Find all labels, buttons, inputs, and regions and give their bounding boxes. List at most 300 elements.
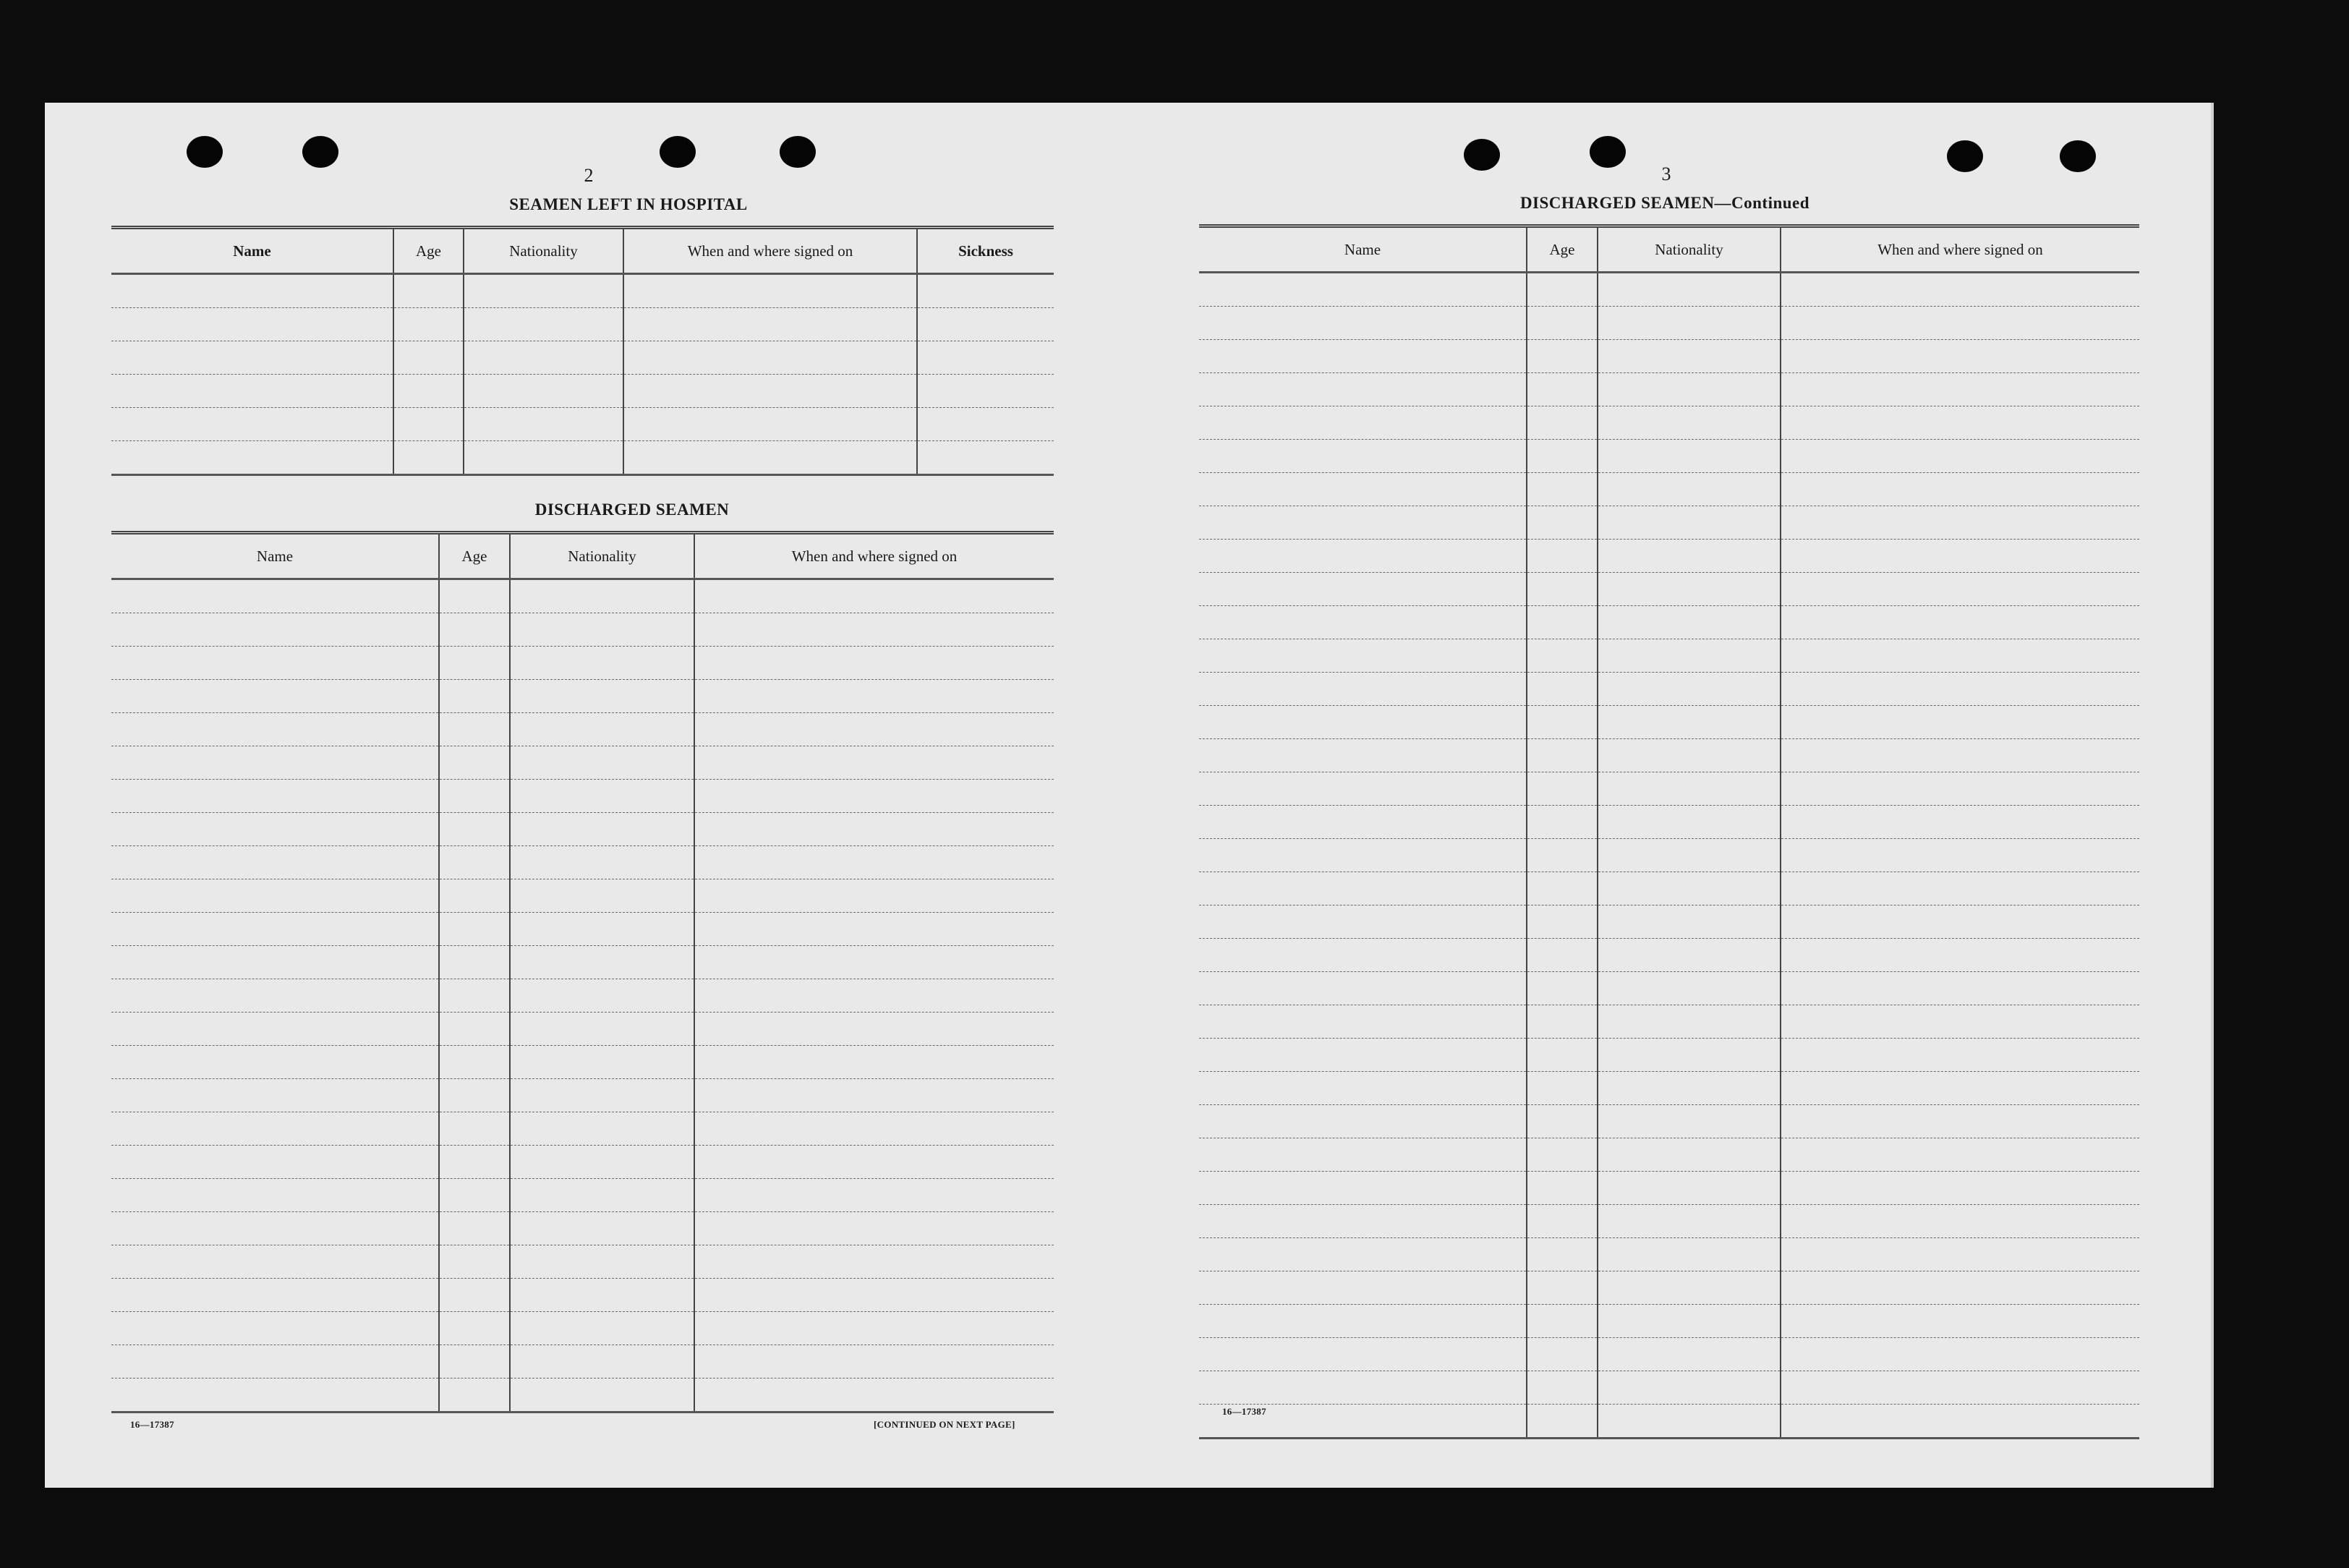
table-cell[interactable] (1527, 639, 1598, 673)
table-cell[interactable] (111, 408, 393, 441)
table-cell[interactable] (1199, 872, 1527, 906)
table-cell[interactable] (393, 408, 464, 441)
table-cell[interactable] (694, 1046, 1054, 1079)
table-row (1199, 1271, 2139, 1305)
table-row (1199, 1305, 2139, 1338)
table-cell[interactable] (623, 341, 917, 375)
table-cell[interactable] (1199, 540, 1527, 573)
table-cell[interactable] (464, 441, 623, 475)
table-cell[interactable] (1598, 673, 1781, 706)
table-cell[interactable] (1781, 406, 2139, 440)
table-cell[interactable] (464, 375, 623, 408)
table-cell[interactable] (694, 1245, 1054, 1279)
column-header-name: Name (111, 228, 393, 274)
table-cell[interactable] (623, 408, 917, 441)
table-cell[interactable] (1781, 1039, 2139, 1072)
table-cell[interactable] (1781, 872, 2139, 906)
table-cell[interactable] (1781, 972, 2139, 1005)
table-cell[interactable] (1598, 473, 1781, 506)
table-cell[interactable] (510, 613, 694, 647)
table-cell[interactable] (1781, 1005, 2139, 1039)
table-row (111, 1345, 1054, 1379)
table-cell[interactable] (1199, 906, 1527, 939)
table-cell[interactable] (694, 1179, 1054, 1212)
table-cell[interactable] (1199, 1072, 1527, 1105)
table-cell[interactable] (694, 746, 1054, 780)
table-cell[interactable] (1781, 540, 2139, 573)
table-row (111, 1245, 1054, 1279)
table-row (111, 946, 1054, 979)
table-cell[interactable] (1781, 906, 2139, 939)
table-cell[interactable] (439, 647, 510, 680)
table-row (1199, 806, 2139, 839)
table-cell[interactable] (1199, 1305, 1527, 1338)
table-cell[interactable] (439, 1212, 510, 1245)
table-cell[interactable] (510, 1312, 694, 1345)
discharged-table-header (111, 533, 1054, 579)
table-cell[interactable] (510, 846, 694, 879)
column-header-name: Name (111, 533, 439, 579)
table-cell[interactable] (694, 780, 1054, 813)
table-cell[interactable] (111, 913, 439, 946)
table-cell[interactable] (694, 1146, 1054, 1179)
table-cell[interactable] (111, 946, 439, 979)
table-cell[interactable] (694, 846, 1054, 879)
table-cell[interactable] (439, 1345, 510, 1379)
table-cell[interactable] (1527, 1072, 1598, 1105)
table-cell[interactable] (1598, 972, 1781, 1005)
table-cell[interactable] (1598, 639, 1781, 673)
table-cell[interactable] (1781, 839, 2139, 872)
table-cell[interactable] (1781, 440, 2139, 473)
table-cell[interactable] (623, 375, 917, 408)
table-row (1199, 1172, 2139, 1205)
table-cell[interactable] (694, 946, 1054, 979)
table-cell[interactable] (1598, 872, 1781, 906)
table-cell[interactable] (1598, 373, 1781, 406)
table-cell[interactable] (1199, 440, 1527, 473)
table-cell[interactable] (439, 613, 510, 647)
table-cell[interactable] (111, 813, 439, 846)
table-cell[interactable] (439, 579, 510, 613)
table-cell[interactable] (1199, 939, 1527, 972)
table-cell[interactable] (1199, 772, 1527, 806)
table-cell[interactable] (1598, 506, 1781, 540)
column-header-age: Age (393, 228, 464, 274)
table-row (1199, 307, 2139, 340)
table-cell[interactable] (510, 647, 694, 680)
table-cell[interactable] (1527, 1005, 1598, 1039)
table-cell[interactable] (1781, 706, 2139, 739)
table-cell[interactable] (1598, 1338, 1781, 1371)
table-cell[interactable] (439, 1279, 510, 1312)
table-cell[interactable] (1527, 906, 1598, 939)
table-cell[interactable] (1199, 1338, 1527, 1371)
table-cell[interactable] (464, 341, 623, 375)
table-cell[interactable] (917, 341, 1054, 375)
discharged-title: DISCHARGED SEAMEN (1519, 194, 1715, 212)
table-cell[interactable] (1527, 1205, 1598, 1238)
table-cell[interactable] (510, 913, 694, 946)
table-cell[interactable] (393, 274, 464, 308)
table-cell[interactable] (1527, 1138, 1598, 1172)
table-cell[interactable] (1199, 340, 1527, 373)
table-cell[interactable] (1781, 1105, 2139, 1138)
table-cell[interactable] (1199, 673, 1527, 706)
table-cell[interactable] (1598, 606, 1781, 639)
table-cell[interactable] (1598, 839, 1781, 872)
hospital-table (111, 226, 1054, 476)
table-cell[interactable] (1527, 506, 1598, 540)
table-cell[interactable] (1598, 440, 1781, 473)
table-cell[interactable] (1199, 1371, 1527, 1405)
table-cell[interactable] (623, 308, 917, 341)
table-cell[interactable] (1527, 440, 1598, 473)
table-cell[interactable] (1781, 1072, 2139, 1105)
table-cell[interactable] (1781, 1138, 2139, 1172)
table-cell[interactable] (1199, 273, 1527, 307)
table-cell[interactable] (1781, 473, 2139, 506)
table-cell[interactable] (694, 1312, 1054, 1345)
table-cell[interactable] (1781, 1305, 2139, 1338)
table-cell[interactable] (111, 1279, 439, 1312)
table-cell[interactable] (439, 1245, 510, 1279)
table-cell[interactable] (111, 746, 439, 780)
table-cell[interactable] (1598, 307, 1781, 340)
table-cell[interactable] (510, 1079, 694, 1112)
table-cell[interactable] (694, 579, 1054, 613)
table-cell[interactable] (464, 408, 623, 441)
table-cell[interactable] (1199, 639, 1527, 673)
table-cell[interactable] (694, 1013, 1054, 1046)
table-cell[interactable] (111, 1046, 439, 1079)
table-cell[interactable] (439, 979, 510, 1013)
table-cell[interactable] (510, 1112, 694, 1146)
table-cell[interactable] (1781, 307, 2139, 340)
table-row (1199, 606, 2139, 639)
table-cell[interactable] (1199, 1238, 1527, 1271)
table-cell[interactable] (1781, 1405, 2139, 1439)
table-cell[interactable] (1527, 806, 1598, 839)
table-cell[interactable] (1527, 706, 1598, 739)
table-cell[interactable] (694, 979, 1054, 1013)
table-cell[interactable] (439, 1146, 510, 1179)
table-cell[interactable] (393, 441, 464, 475)
table-cell[interactable] (1598, 739, 1781, 772)
table-cell[interactable] (1199, 573, 1527, 606)
table-cell[interactable] (1598, 1105, 1781, 1138)
table-cell[interactable] (1199, 839, 1527, 872)
table-row (111, 1112, 1054, 1146)
table-cell[interactable] (111, 846, 439, 879)
table-cell[interactable] (464, 274, 623, 308)
table-cell[interactable] (510, 1046, 694, 1079)
table-cell[interactable] (1598, 273, 1781, 307)
table-cell[interactable] (111, 1379, 439, 1413)
table-cell[interactable] (1527, 1271, 1598, 1305)
table-cell[interactable] (1781, 573, 2139, 606)
table-cell[interactable] (111, 613, 439, 647)
table-row (111, 780, 1054, 813)
table-cell[interactable] (917, 274, 1054, 308)
table-cell[interactable] (439, 746, 510, 780)
table-cell[interactable] (1598, 706, 1781, 739)
table-cell[interactable] (1527, 772, 1598, 806)
table-cell[interactable] (510, 1245, 694, 1279)
table-cell[interactable] (111, 647, 439, 680)
table-cell[interactable] (1527, 1105, 1598, 1138)
table-cell[interactable] (111, 1079, 439, 1112)
table-cell[interactable] (694, 1379, 1054, 1413)
table-cell[interactable] (1598, 772, 1781, 806)
table-row (1199, 373, 2139, 406)
table-row (111, 680, 1054, 713)
table-cell[interactable] (623, 274, 917, 308)
table-cell[interactable] (1199, 406, 1527, 440)
table-cell[interactable] (1199, 373, 1527, 406)
table-cell[interactable] (1598, 1371, 1781, 1405)
table-cell[interactable] (1598, 540, 1781, 573)
table-cell[interactable] (1527, 1338, 1598, 1371)
table-cell[interactable] (1598, 1072, 1781, 1105)
table-cell[interactable] (1199, 1271, 1527, 1305)
table-cell[interactable] (694, 1079, 1054, 1112)
table-cell[interactable] (1781, 1338, 2139, 1371)
table-row (1199, 1105, 2139, 1138)
table-cell[interactable] (111, 1146, 439, 1179)
table-cell[interactable] (111, 308, 393, 341)
table-cell[interactable] (1527, 1238, 1598, 1271)
table-cell[interactable] (464, 308, 623, 341)
table-cell[interactable] (1781, 340, 2139, 373)
table-cell[interactable] (1527, 540, 1598, 573)
table-cell[interactable] (1527, 340, 1598, 373)
table-cell[interactable] (393, 375, 464, 408)
table-cell[interactable] (439, 1079, 510, 1112)
table-row (111, 713, 1054, 746)
table-cell[interactable] (1199, 972, 1527, 1005)
table-cell[interactable] (1598, 806, 1781, 839)
table-cell[interactable] (111, 441, 393, 475)
table-cell[interactable] (694, 879, 1054, 913)
table-cell[interactable] (111, 879, 439, 913)
table-cell[interactable] (1598, 1005, 1781, 1039)
table-cell[interactable] (694, 613, 1054, 647)
table-cell[interactable] (111, 1345, 439, 1379)
table-row (1199, 772, 2139, 806)
table-cell[interactable] (439, 913, 510, 946)
table-cell[interactable] (1527, 606, 1598, 639)
table-cell[interactable] (1527, 939, 1598, 972)
table-cell[interactable] (439, 1179, 510, 1212)
table-cell[interactable] (1199, 307, 1527, 340)
table-cell[interactable] (1527, 1172, 1598, 1205)
table-cell[interactable] (111, 1179, 439, 1212)
table-cell[interactable] (1527, 1371, 1598, 1405)
table-cell[interactable] (1781, 939, 2139, 972)
table-cell[interactable] (439, 1013, 510, 1046)
table-cell[interactable] (694, 1279, 1054, 1312)
table-cell[interactable] (510, 1013, 694, 1046)
table-cell[interactable] (439, 780, 510, 813)
table-cell[interactable] (510, 946, 694, 979)
table-cell[interactable] (111, 1112, 439, 1146)
table-cell[interactable] (1598, 1039, 1781, 1072)
table-cell[interactable] (439, 813, 510, 846)
table-cell[interactable] (111, 274, 393, 308)
table-cell[interactable] (623, 441, 917, 475)
table-row (1199, 939, 2139, 972)
table-cell[interactable] (694, 680, 1054, 713)
table-cell[interactable] (111, 341, 393, 375)
table-cell[interactable] (1598, 1305, 1781, 1338)
table-row (111, 408, 1054, 441)
table-row (1199, 739, 2139, 772)
table-cell[interactable] (439, 946, 510, 979)
table-cell[interactable] (1598, 906, 1781, 939)
table-cell[interactable] (1199, 1172, 1527, 1205)
table-row (1199, 1005, 2139, 1039)
table-cell[interactable] (1781, 506, 2139, 540)
table-cell[interactable] (1527, 273, 1598, 307)
table-cell[interactable] (1598, 1405, 1781, 1439)
table-cell[interactable] (917, 308, 1054, 341)
table-cell[interactable] (510, 1179, 694, 1212)
table-cell[interactable] (1598, 1271, 1781, 1305)
table-cell[interactable] (510, 1146, 694, 1179)
table-cell[interactable] (439, 1046, 510, 1079)
table-cell[interactable] (1781, 673, 2139, 706)
table-cell[interactable] (1527, 1405, 1598, 1439)
table-cell[interactable] (510, 1212, 694, 1245)
table-cell[interactable] (111, 979, 439, 1013)
table-row (1199, 1338, 2139, 1371)
table-cell[interactable] (1527, 673, 1598, 706)
table-cell[interactable] (1781, 806, 2139, 839)
table-cell[interactable] (1781, 1371, 2139, 1405)
table-cell[interactable] (111, 1013, 439, 1046)
table-cell[interactable] (439, 680, 510, 713)
table-row (1199, 1138, 2139, 1172)
table-cell[interactable] (1527, 972, 1598, 1005)
table-row (1199, 540, 2139, 573)
table-cell[interactable] (1781, 606, 2139, 639)
table-cell[interactable] (393, 341, 464, 375)
table-cell[interactable] (1527, 307, 1598, 340)
table-cell[interactable] (439, 879, 510, 913)
table-cell[interactable] (1781, 739, 2139, 772)
table-cell[interactable] (694, 913, 1054, 946)
table-cell[interactable] (111, 375, 393, 408)
table-cell[interactable] (1199, 1005, 1527, 1039)
table-cell[interactable] (111, 579, 439, 613)
table-cell[interactable] (510, 879, 694, 913)
table-cell[interactable] (510, 979, 694, 1013)
table-cell[interactable] (1199, 1039, 1527, 1072)
table-cell[interactable] (1527, 573, 1598, 606)
table-cell[interactable] (111, 1212, 439, 1245)
table-cell[interactable] (1527, 473, 1598, 506)
table-cell[interactable] (917, 408, 1054, 441)
table-cell[interactable] (1527, 1039, 1598, 1072)
table-cell[interactable] (1781, 639, 2139, 673)
table-cell[interactable] (1527, 872, 1598, 906)
table-cell[interactable] (1781, 1238, 2139, 1271)
table-cell[interactable] (1781, 1172, 2139, 1205)
table-cell[interactable] (1598, 1205, 1781, 1238)
table-cell[interactable] (111, 713, 439, 746)
table-cell[interactable] (111, 1245, 439, 1279)
table-cell[interactable] (694, 1345, 1054, 1379)
table-cell[interactable] (1598, 939, 1781, 972)
table-cell[interactable] (1199, 506, 1527, 540)
table-cell[interactable] (510, 579, 694, 613)
table-cell[interactable] (694, 813, 1054, 846)
table-cell[interactable] (1781, 273, 2139, 307)
table-row (1199, 406, 2139, 440)
table-cell[interactable] (1781, 373, 2139, 406)
table-cell[interactable] (1199, 706, 1527, 739)
table-cell[interactable] (439, 1312, 510, 1345)
table-cell[interactable] (1199, 1105, 1527, 1138)
table-cell[interactable] (439, 1112, 510, 1146)
table-cell[interactable] (1199, 606, 1527, 639)
table-cell[interactable] (111, 780, 439, 813)
table-cell[interactable] (1598, 340, 1781, 373)
table-cell[interactable] (1199, 473, 1527, 506)
table-cell[interactable] (1598, 406, 1781, 440)
table-cell[interactable] (1527, 839, 1598, 872)
table-cell[interactable] (694, 713, 1054, 746)
table-cell[interactable] (917, 441, 1054, 475)
table-cell[interactable] (1199, 806, 1527, 839)
table-cell[interactable] (510, 813, 694, 846)
table-cell[interactable] (1781, 1205, 2139, 1238)
table-cell[interactable] (1598, 1138, 1781, 1172)
table-cell[interactable] (1527, 406, 1598, 440)
table-cell[interactable] (510, 1345, 694, 1379)
table-cell[interactable] (1199, 1138, 1527, 1172)
table-cell[interactable] (510, 1279, 694, 1312)
table-row (1199, 340, 2139, 373)
table-cell[interactable] (510, 713, 694, 746)
table-cell[interactable] (510, 1379, 694, 1413)
table-cell[interactable] (439, 846, 510, 879)
table-cell[interactable] (1598, 573, 1781, 606)
table-cell[interactable] (111, 1312, 439, 1345)
table-cell[interactable] (1527, 373, 1598, 406)
table-cell[interactable] (1781, 772, 2139, 806)
table-cell[interactable] (510, 746, 694, 780)
table-cell[interactable] (694, 647, 1054, 680)
table-cell[interactable] (1527, 739, 1598, 772)
table-cell[interactable] (510, 680, 694, 713)
table-cell[interactable] (1527, 1305, 1598, 1338)
table-cell[interactable] (510, 780, 694, 813)
table-cell[interactable] (393, 308, 464, 341)
table-cell[interactable] (1199, 1205, 1527, 1238)
table-cell[interactable] (694, 1112, 1054, 1146)
table-cell[interactable] (694, 1212, 1054, 1245)
table-cell[interactable] (1598, 1238, 1781, 1271)
table-cell[interactable] (439, 1379, 510, 1413)
table-cell[interactable] (917, 375, 1054, 408)
table-cell[interactable] (1598, 1172, 1781, 1205)
table-cell[interactable] (1199, 739, 1527, 772)
table-cell[interactable] (439, 713, 510, 746)
table-cell[interactable] (111, 680, 439, 713)
table-cell[interactable] (1781, 1271, 2139, 1305)
